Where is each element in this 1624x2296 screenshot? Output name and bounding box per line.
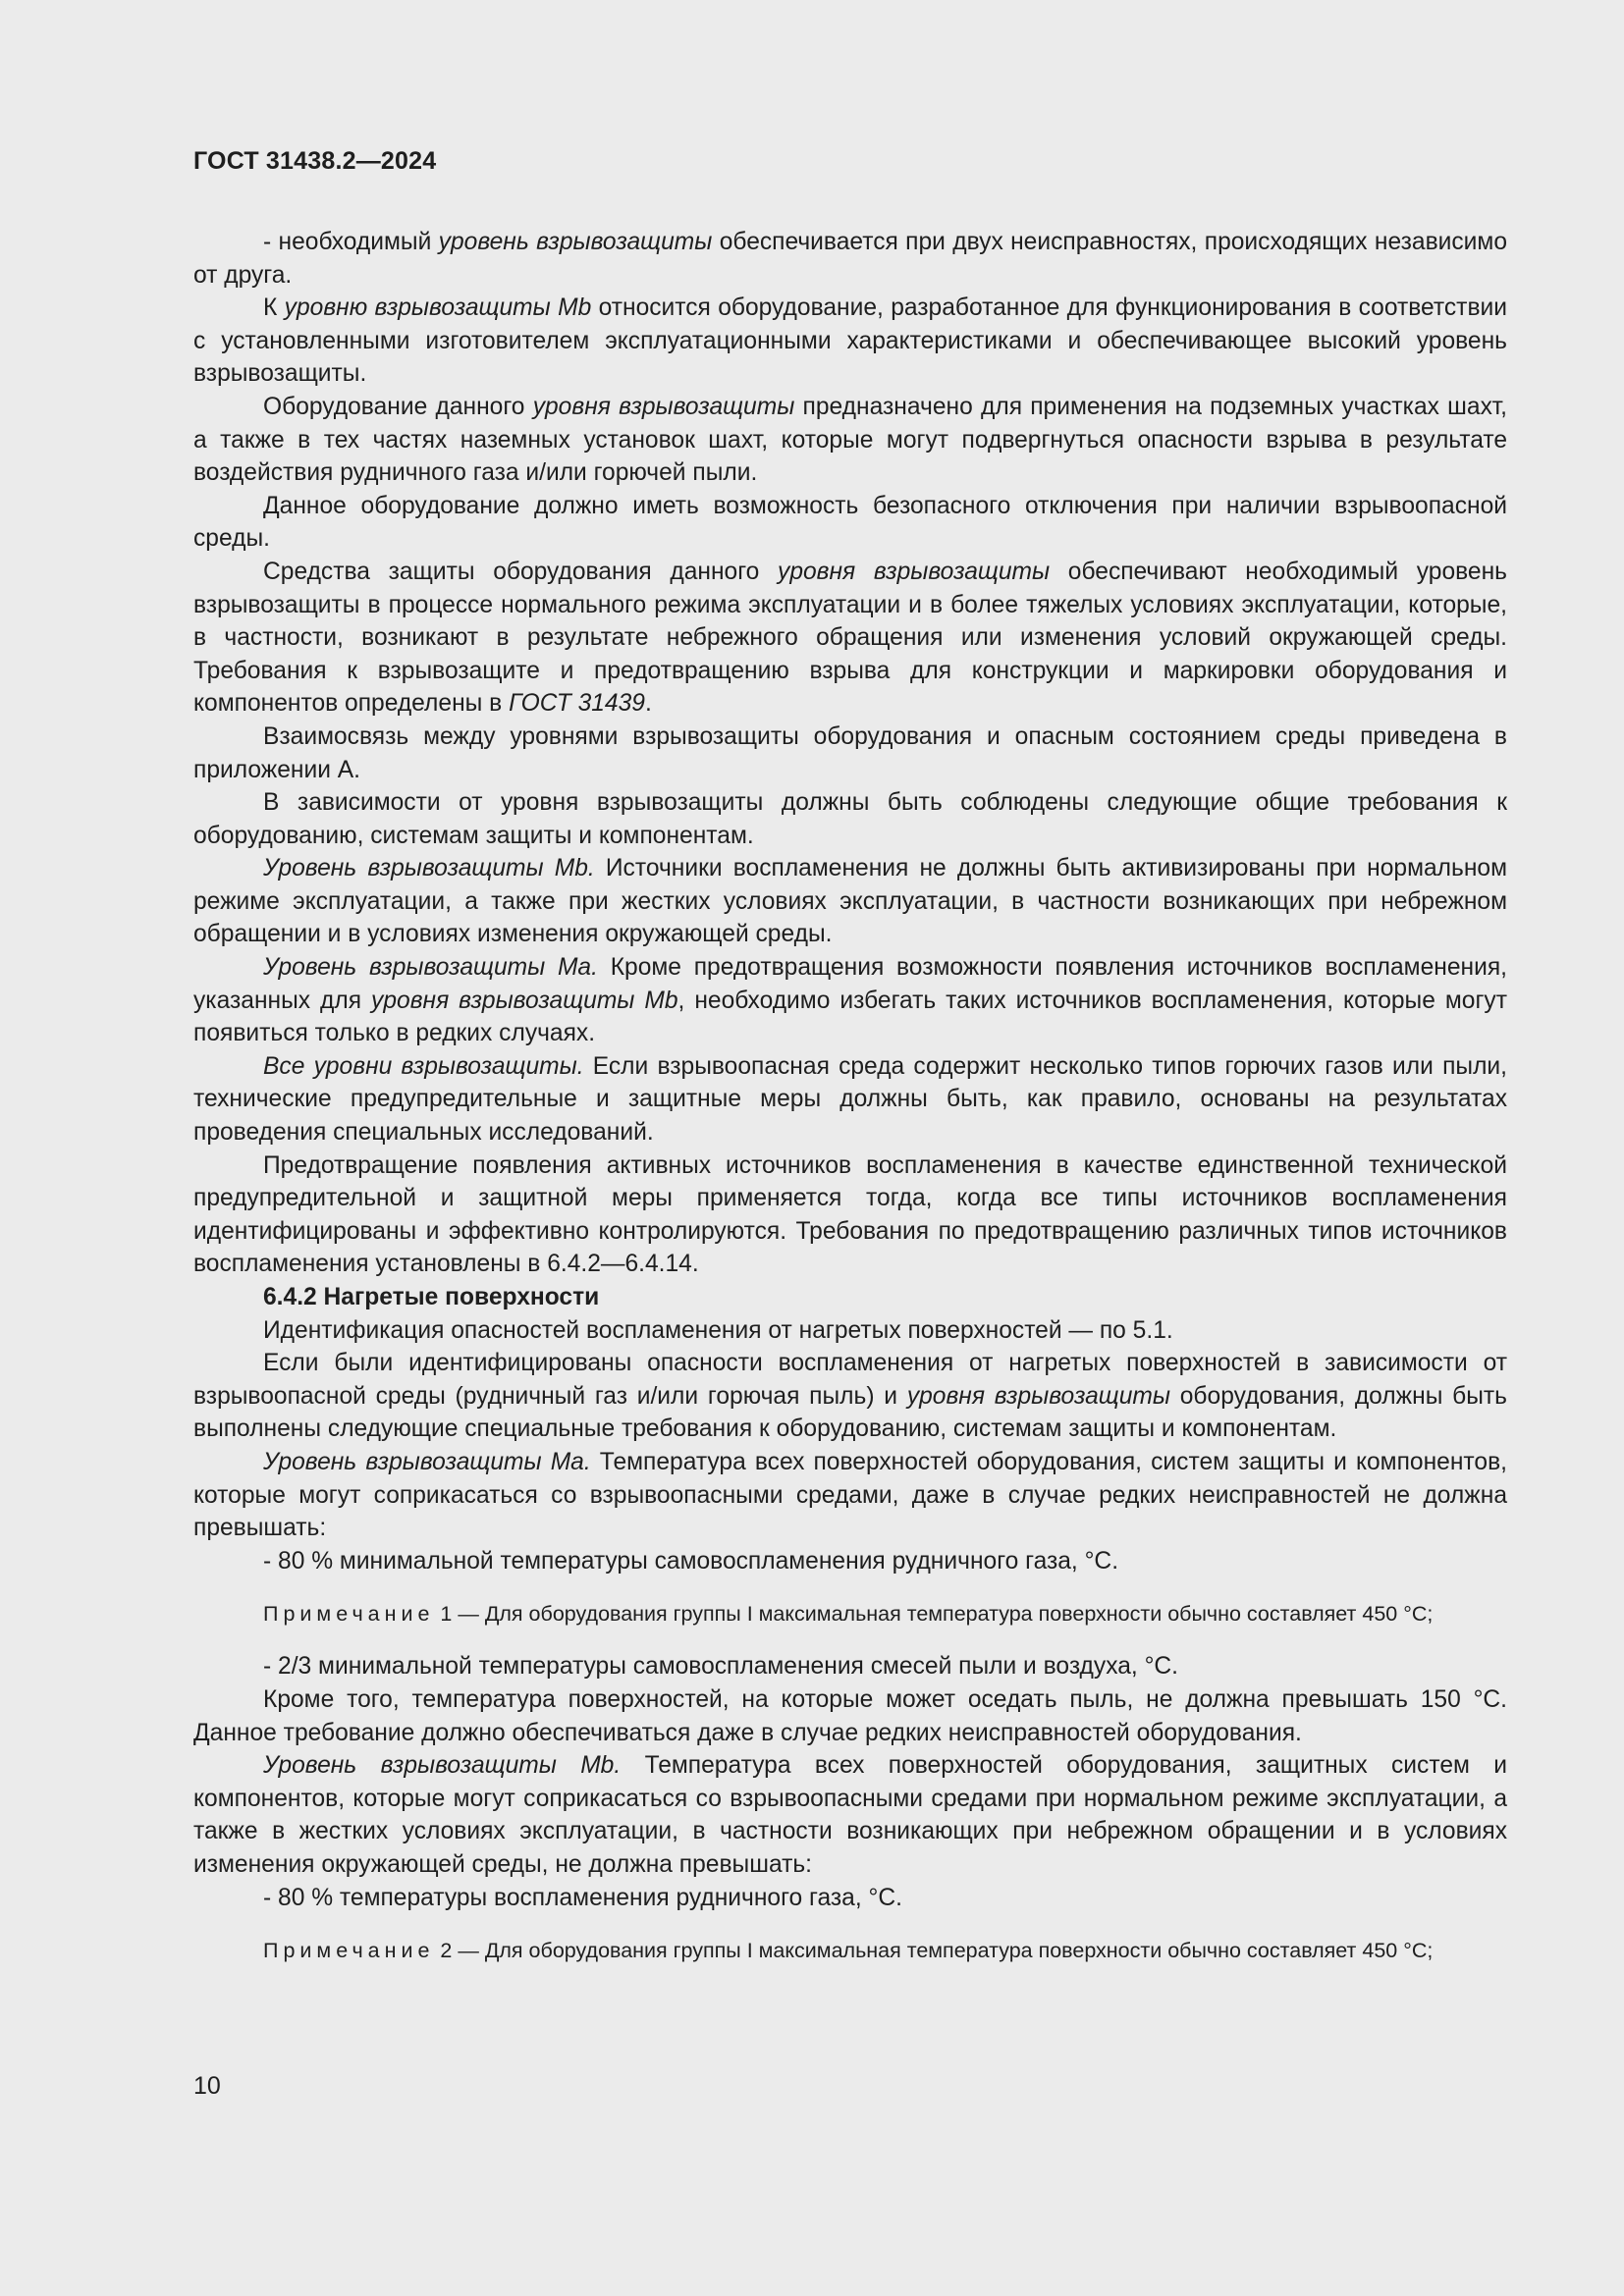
italic-term: уровня взрывозащиты bbox=[906, 1382, 1170, 1410]
paragraph bbox=[193, 1446, 1507, 1545]
paragraph-text: - необходимый bbox=[263, 229, 439, 255]
paragraph-text: Кроме того, температура поверхностей, на которые может оседать пыль, не должна превышать 150 °С. Данное требование должно обеспечиваться даже в случае редких неисправностей оборудования. bbox=[193, 1685, 1507, 1746]
note-1 bbox=[193, 1599, 1507, 1629]
paragraph-text: Идентификация опасностей воспламенения от нагретых поверхностей — по 5.1. bbox=[263, 1316, 1173, 1344]
paragraph-text: Данное оборудование должно иметь возможность безопасного отключения при наличии взрывоопасной среды. bbox=[193, 492, 1507, 553]
paragraph-text: - 80 % минимальной температуры самовоспламенения рудничного газа, °С. bbox=[263, 1547, 1119, 1575]
paragraph bbox=[193, 1650, 1507, 1683]
italic-term: уровню взрывозащиты Mb bbox=[284, 294, 592, 322]
paragraph bbox=[193, 1347, 1507, 1446]
italic-term: Уровень взрывозащиты Ma. bbox=[263, 954, 598, 982]
note-2 bbox=[193, 1936, 1507, 1965]
paragraph-text: оборудования, должны быть выполнены следующие специальные требования к оборудованию, системам защиты и компонентам. bbox=[193, 1382, 1507, 1443]
section-heading-6-4-2: 6.4.2 Нагретые поверхности bbox=[263, 1284, 600, 1310]
paragraph-text: Средства защиты оборудования данного bbox=[263, 558, 779, 585]
paragraph bbox=[193, 1882, 1507, 1915]
paragraph-text: обеспечивают необходимый уровень взрывозащиты в процессе нормального режима эксплуатации и в более тяжелых условиях эксплуатации, которые, в частности, возникают в результате небрежного обращения или изменения условий окружающей среды. Требования к взрывозащите и предотвращению взрыва для конструкции и маркировки оборудования и компонентов определены в bbox=[193, 558, 1507, 718]
paragraph bbox=[193, 490, 1507, 556]
paragraph bbox=[193, 951, 1507, 1050]
paragraph-text: Температура всех поверхностей оборудования, защитных систем и компонентов, которые могут соприкасаться со взрывоопасными средами при нормальном режиме эксплуатации, а также в жестких условиях эксплуатации, в частности возникающих при небрежном обращении и в условиях изменения окружающей среды, не должна превышать: bbox=[193, 1752, 1508, 1878]
italic-term: уровня взрывозащиты Mb bbox=[371, 987, 678, 1014]
paragraph bbox=[193, 1545, 1507, 1578]
document-code-header: ГОСТ 31438.2—2024 bbox=[193, 147, 437, 175]
note-text: 2 — Для оборудования группы I максимальная температура поверхности обычно составляет 450 °С; bbox=[434, 1939, 1434, 1963]
italic-term: уровня взрывозащиты bbox=[532, 393, 795, 420]
paragraph-text: Температура всех поверхностей оборудования, систем защиты и компонентов, которые могут соприкасаться со взрывоопасными средами, даже в случае редких неисправностей не должна превышать: bbox=[193, 1448, 1507, 1542]
paragraph bbox=[193, 391, 1507, 490]
section-general-requirements bbox=[193, 226, 1507, 1281]
paragraph-text: обеспечивается при двух неисправностях, происходящих независимо от друга. bbox=[193, 229, 1507, 289]
paragraph bbox=[193, 292, 1507, 391]
italic-term: уровень взрывозащиты bbox=[438, 229, 713, 255]
italic-term: Уровень взрывозащиты Mb. bbox=[263, 855, 595, 882]
paragraph-text: Предотвращение появления активных источников воспламенения в качестве единственной технической предупредительной и защитной меры применяется тогда, когда все типы источников воспламенения идентифицированы и эффективно контролируются. Требования по предотвращению различных типов источников воспламенения установлены в 6.4.2—6.4.14. bbox=[193, 1151, 1507, 1278]
paragraph bbox=[193, 556, 1507, 721]
document-body bbox=[193, 226, 1507, 1987]
paragraph bbox=[193, 226, 1507, 292]
section-hot-surfaces bbox=[193, 1314, 1507, 1578]
paragraph-text: предназначено для применения на подземных участках шахт, а также в тех частях наземных установок шахт, которые могут подвергнуться опасности взрыва в результате воздействия рудничного газа и/или горючей пыли. bbox=[193, 393, 1507, 487]
note-text: 1 — Для оборудования группы I максимальная температура поверхности обычно составляет 450 °С; bbox=[434, 1602, 1434, 1627]
paragraph bbox=[193, 852, 1507, 951]
paragraph bbox=[193, 1749, 1507, 1881]
paragraph bbox=[193, 1683, 1507, 1749]
paragraph-text: Оборудование данного bbox=[263, 393, 533, 420]
paragraph bbox=[193, 786, 1507, 852]
italic-term: уровня взрывозащиты bbox=[778, 558, 1051, 585]
note-label: Примечание bbox=[263, 1602, 435, 1627]
paragraph-text: - 2/3 минимальной температуры самовоспламенения смесей пыли и воздуха, °С. bbox=[263, 1653, 1178, 1681]
paragraph-text: К bbox=[263, 294, 285, 322]
section-hot-surfaces-continued bbox=[193, 1650, 1507, 1914]
paragraph-text: Если были идентифицированы опасности воспламенения от нагретых поверхностей в зависимости от взрывоопасной среды (рудничный газ и/или горючая пыль) и bbox=[193, 1350, 1507, 1410]
italic-term: Все уровни взрывозащиты. bbox=[263, 1052, 584, 1080]
paragraph bbox=[193, 1050, 1507, 1149]
paragraph bbox=[193, 721, 1507, 786]
paragraph-text: Кроме предотвращения возможности появления источников воспламенения, указанных для bbox=[193, 954, 1507, 1014]
italic-term: ГОСТ 31439 bbox=[509, 690, 645, 718]
paragraph-text: Если взрывоопасная среда содержит несколько типов горючих газов или пыли, технические предупредительные и защитные меры должны быть, как правило, основаны на результатах проведения специальных исследований. bbox=[193, 1052, 1507, 1147]
paragraph bbox=[193, 1149, 1507, 1281]
page-number: 10 bbox=[193, 2072, 221, 2100]
italic-term: Уровень взрывозащиты Ma. bbox=[263, 1448, 591, 1475]
paragraph-text: относится оборудование, разработанное для функционирования в соответствии с установленными изготовителем эксплуатационными характеристиками и обеспечивающее высокий уровень взрывозащиты. bbox=[193, 294, 1507, 388]
paragraph-text: , необходимо избегать таких источников воспламенения, которые могут появиться только в редких случаях. bbox=[193, 987, 1507, 1047]
paragraph-text: В зависимости от уровня взрывозащиты должны быть соблюдены следующие общие требования к оборудованию, системам защиты и компонентам. bbox=[193, 789, 1507, 849]
paragraph-text: Взаимосвязь между уровнями взрывозащиты оборудования и опасным состоянием среды приведена в приложении А. bbox=[193, 722, 1507, 783]
paragraph bbox=[193, 1314, 1507, 1348]
paragraph-text: - 80 % температуры воспламенения рудничного газа, °С. bbox=[263, 1884, 902, 1911]
note-label: Примечание bbox=[263, 1939, 435, 1963]
paragraph-text: . bbox=[644, 690, 652, 718]
italic-term: Уровень взрывозащиты Mb. bbox=[263, 1752, 622, 1780]
paragraph-text: Источники воспламенения не должны быть активизированы при нормальном режиме эксплуатации, а также при жестких условиях эксплуатации, в частности возникающих при небрежном обращении и в условиях изменения окружающей среды. bbox=[193, 855, 1507, 948]
